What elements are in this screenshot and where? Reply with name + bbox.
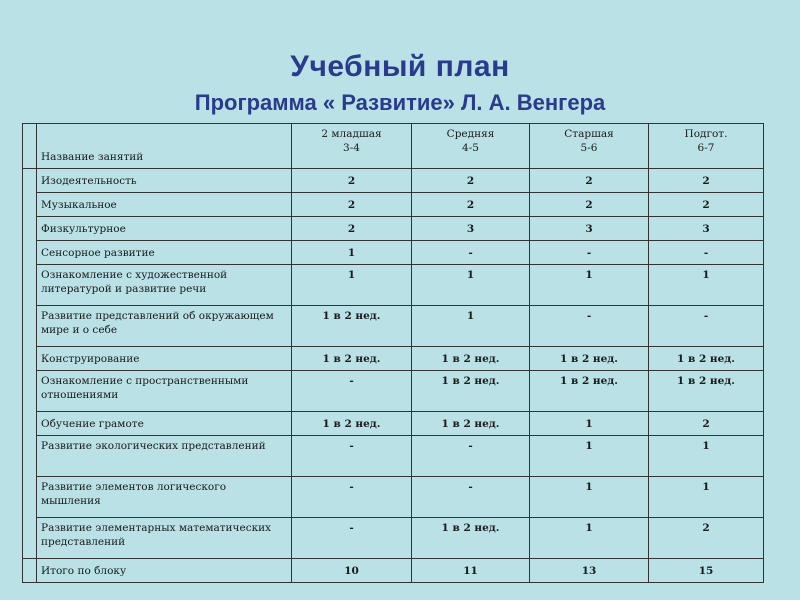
value-cell: 1 <box>412 306 530 347</box>
table-row <box>23 412 764 436</box>
total-value-cell: 13 <box>530 559 649 583</box>
header-group-cell <box>412 124 530 169</box>
total-label: Итого по блоку <box>37 559 292 583</box>
value-cell: 2 <box>530 169 649 193</box>
value-cell: 2 <box>530 193 649 217</box>
subject-name: Изодеятельность <box>37 169 292 193</box>
value-cell: 1 в 2 нед. <box>412 371 530 412</box>
value-cell: 1 в 2 нед. <box>649 347 764 371</box>
subject-name: Развитие элементарных математических представлений <box>37 518 292 559</box>
value-cell: 1 в 2 нед. <box>292 412 412 436</box>
header-group-name: 2 младшая <box>321 128 382 140</box>
value-cell: 1 <box>530 477 649 518</box>
value-cell: 1 <box>530 265 649 306</box>
value-cell: 1 <box>649 477 764 518</box>
value-cell: - <box>530 306 649 347</box>
value-cell: 1 <box>530 412 649 436</box>
subject-name: Развитие экологических представлений <box>37 436 292 477</box>
subject-name: Музыкальное <box>37 193 292 217</box>
value-cell: 1 в 2 нед. <box>292 306 412 347</box>
value-cell: 1 <box>530 436 649 477</box>
header-group-age: 5-6 <box>580 142 598 154</box>
value-cell: 2 <box>412 169 530 193</box>
value-cell: 2 <box>649 518 764 559</box>
value-cell: 1 в 2 нед. <box>412 347 530 371</box>
total-stub-cell <box>23 559 37 583</box>
subject-name: Развитие элементов логического мышления <box>37 477 292 518</box>
value-cell: 3 <box>412 217 530 241</box>
header-group-cell <box>530 124 649 169</box>
value-cell: 1 в 2 нед. <box>530 347 649 371</box>
table-row <box>23 193 764 217</box>
header-group-name: Старшая <box>564 128 614 140</box>
header-name-cell: Название занятий <box>37 124 292 169</box>
table-row <box>23 436 764 477</box>
value-cell: 2 <box>292 217 412 241</box>
value-cell: 1 <box>292 241 412 265</box>
header-group-name: Средняя <box>446 128 495 140</box>
subject-name: Ознакомление с пространственными отношениями <box>37 371 292 412</box>
header-group-age: 6-7 <box>697 142 715 154</box>
total-value-cell: 10 <box>292 559 412 583</box>
subject-name: Сенсорное развитие <box>37 241 292 265</box>
value-cell: - <box>530 241 649 265</box>
value-cell: - <box>649 241 764 265</box>
subject-name: Развитие представлений об окружающем мире и о себе <box>37 306 292 347</box>
value-cell: 1 <box>649 436 764 477</box>
total-value-cell: 15 <box>649 559 764 583</box>
table-row <box>23 518 764 559</box>
value-cell: 3 <box>649 217 764 241</box>
value-cell: - <box>292 518 412 559</box>
table-row <box>23 241 764 265</box>
table-header-row <box>23 124 764 169</box>
value-cell: 1 в 2 нед. <box>530 371 649 412</box>
table-row <box>23 347 764 371</box>
value-cell: 1 <box>412 265 530 306</box>
total-value-cell: 11 <box>412 559 530 583</box>
header-group-age: 4-5 <box>462 142 479 154</box>
value-cell: - <box>412 436 530 477</box>
value-cell: 2 <box>292 169 412 193</box>
value-cell: - <box>412 477 530 518</box>
subject-name: Конструирование <box>37 347 292 371</box>
header-group-age: 3-4 <box>343 142 360 154</box>
total-row <box>23 559 764 583</box>
subject-name: Обучение грамоте <box>37 412 292 436</box>
value-cell: 1 <box>649 265 764 306</box>
value-cell: 2 <box>649 169 764 193</box>
header-group-cell <box>292 124 412 169</box>
value-cell: 2 <box>649 193 764 217</box>
value-cell: 1 в 2 нед. <box>292 347 412 371</box>
value-cell: - <box>649 306 764 347</box>
table-row <box>23 169 764 193</box>
value-cell: - <box>292 436 412 477</box>
value-cell: 1 <box>530 518 649 559</box>
value-cell: - <box>412 241 530 265</box>
value-cell: 1 <box>292 265 412 306</box>
header-group-cell <box>649 124 764 169</box>
header-group-name: Подгот. <box>684 128 728 140</box>
value-cell: 1 в 2 нед. <box>412 412 530 436</box>
subject-name: Физкультурное <box>37 217 292 241</box>
value-cell: 2 <box>412 193 530 217</box>
row-stub-cell <box>23 169 37 559</box>
value-cell: - <box>292 477 412 518</box>
value-cell: 2 <box>292 193 412 217</box>
value-cell: 1 в 2 нед. <box>412 518 530 559</box>
value-cell: 2 <box>649 412 764 436</box>
table-row <box>23 265 764 306</box>
page-subtitle: Программа « Развитие» Л. А. Венгера <box>194 90 606 115</box>
value-cell: - <box>292 371 412 412</box>
page-title: Учебный план <box>290 50 510 83</box>
subject-name: Ознакомление с художественной литературой и развитие речи <box>37 265 292 306</box>
table-row <box>23 217 764 241</box>
header-stub-cell <box>23 124 37 169</box>
value-cell: 3 <box>530 217 649 241</box>
table-row <box>23 477 764 518</box>
table-row <box>23 371 764 412</box>
study-plan-table <box>22 123 764 583</box>
value-cell: 1 в 2 нед. <box>649 371 764 412</box>
table-row <box>23 306 764 347</box>
